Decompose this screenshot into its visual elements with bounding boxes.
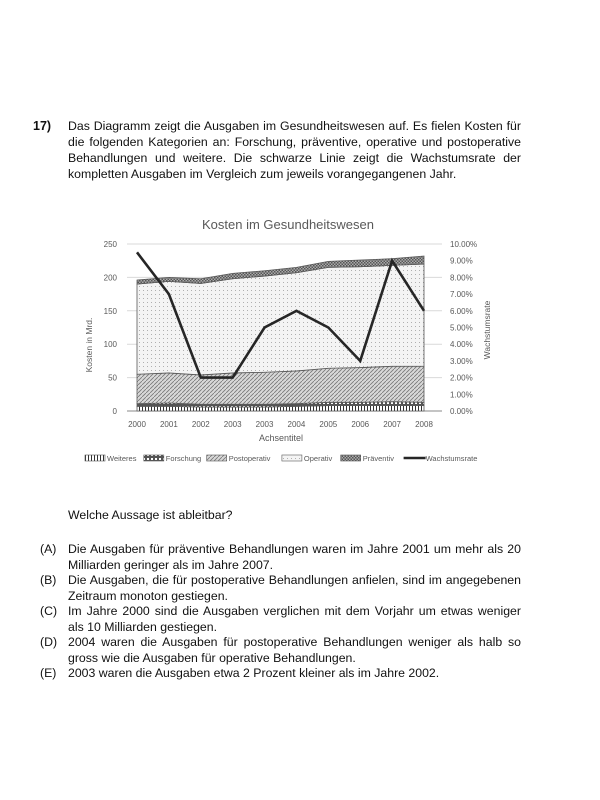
- y2-axis-label: Wachstumsrate: [482, 300, 492, 360]
- question-number: 17): [33, 119, 52, 133]
- svg-text:2004: 2004: [287, 420, 306, 429]
- stacked-area-chart: [70, 205, 530, 475]
- y-axis-label: Kosten in Mrd.: [84, 317, 94, 373]
- svg-text:2000: 2000: [128, 420, 146, 429]
- svg-text:Weiteres: Weiteres: [107, 454, 137, 463]
- chart-title: Kosten im Gesundheitswesen: [202, 217, 374, 232]
- option-c[interactable]: (C) Im Jahre 2000 sind die Ausgaben verglichen mit dem Vorjahr um etwas weniger als 10 Milliarden gestiegen.: [40, 604, 521, 634]
- svg-text:2001: 2001: [159, 420, 178, 429]
- svg-text:2008: 2008: [415, 420, 433, 429]
- svg-text:150: 150: [103, 306, 117, 316]
- svg-text:250: 250: [103, 240, 117, 249]
- chart-legend: [85, 454, 477, 463]
- svg-text:200: 200: [103, 273, 117, 283]
- svg-text:4.00%: 4.00%: [450, 340, 473, 350]
- svg-text:2002: 2002: [191, 420, 210, 429]
- svg-text:Wachstumsrate: Wachstumsrate: [425, 454, 478, 463]
- svg-text:6.00%: 6.00%: [450, 306, 473, 316]
- svg-text:2003: 2003: [255, 420, 274, 429]
- x-axis-label: Achsentitel: [258, 433, 304, 443]
- y-axis-ticks: [104, 240, 118, 416]
- svg-text:2.00%: 2.00%: [450, 373, 473, 383]
- svg-text:2003: 2003: [223, 420, 242, 429]
- question-prompt: Welche Aussage ist ableitbar?: [68, 508, 233, 522]
- svg-text:Operativ: Operativ: [303, 454, 333, 463]
- svg-text:Forschung: Forschung: [165, 454, 202, 463]
- svg-text:100: 100: [103, 340, 117, 350]
- svg-text:2006: 2006: [351, 420, 370, 429]
- svg-text:10.00%: 10.00%: [450, 240, 478, 249]
- svg-text:5.00%: 5.00%: [450, 323, 473, 333]
- svg-text:50: 50: [108, 373, 117, 383]
- svg-text:2005: 2005: [319, 420, 338, 429]
- option-a[interactable]: (A) Die Ausgaben für präventive Behandlungen waren im Jahre 2001 um mehr als 20 Milliarden geringer als im Jahre 2007.: [40, 542, 521, 572]
- option-e[interactable]: (E) 2003 waren die Ausgaben etwa 2 Prozent kleiner als im Jahre 2002.: [40, 666, 440, 680]
- svg-text:Präventiv: Präventiv: [362, 454, 394, 463]
- svg-text:Postoperativ: Postoperativ: [228, 454, 271, 463]
- svg-text:7.00%: 7.00%: [450, 290, 473, 300]
- svg-text:0.00%: 0.00%: [450, 407, 473, 416]
- svg-text:0: 0: [112, 407, 117, 416]
- stacked-areas: [137, 256, 424, 411]
- svg-text:8.00%: 8.00%: [450, 273, 473, 283]
- question-intro: Das Diagramm zeigt die Ausgaben im Gesundheitswesen auf. Es fielen Kosten für die folgenden Kategorien an: Forschung, präventive, operative und postoperative Behandlungen und weitere. Die schwarze Linie zeigt die Wachstumsrate der kompletten Ausgaben im Vergleich zum jeweils vorangegangenen Jahr.: [68, 119, 521, 181]
- svg-text:3.00%: 3.00%: [450, 356, 473, 366]
- chart: [70, 205, 530, 475]
- svg-text:2007: 2007: [383, 420, 402, 429]
- answer-options: [40, 542, 521, 682]
- y2-axis-ticks: [450, 240, 477, 416]
- x-axis-ticks: [128, 420, 433, 429]
- svg-text:1.00%: 1.00%: [450, 390, 473, 400]
- option-d[interactable]: (D) 2004 waren die Ausgaben für postoperative Behandlungen weniger als halb so gross wie die Ausgaben für operative Behandlungen.: [40, 635, 521, 665]
- option-b[interactable]: (B) Die Ausgaben, die für postoperative Behandlungen anfielen, sind im angegebenen Zeitraum monoton gestiegen.: [40, 573, 521, 603]
- svg-text:9.00%: 9.00%: [450, 256, 473, 266]
